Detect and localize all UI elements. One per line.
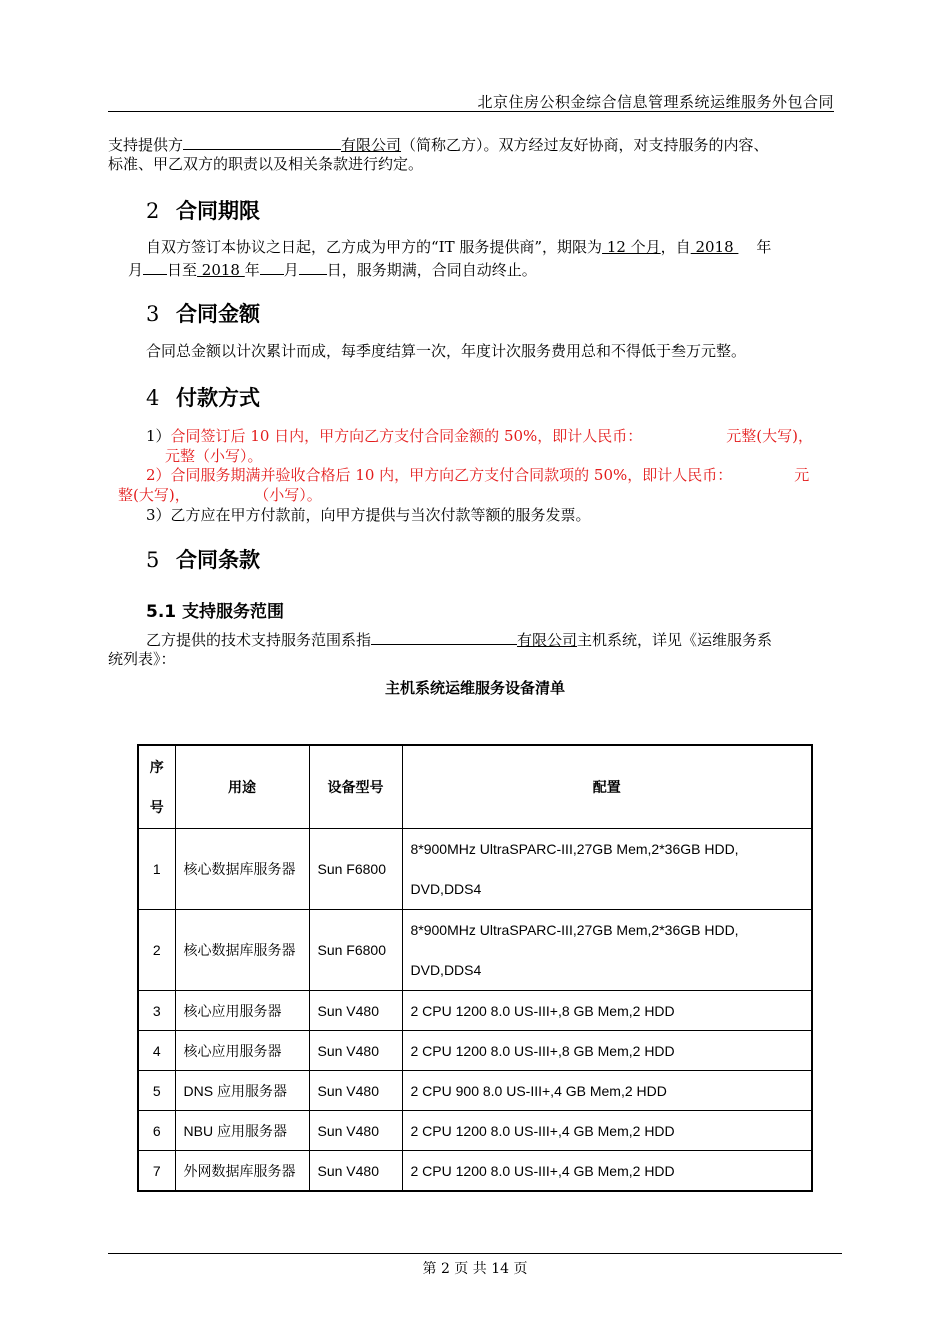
page-number: 第 2 页 共 14 页	[422, 1261, 528, 1277]
term-line1: 自双方签订本协议之日起，乙方成为甲方的“IT 服务提供商”，期限为 12 个月，自 2018 年	[146, 238, 772, 256]
term-year-end: 2018	[197, 261, 245, 279]
header-model: 设备型号	[309, 745, 402, 829]
company-blank	[183, 133, 341, 150]
table-header-row	[138, 745, 812, 829]
table-row: 1 核心数据库服务器 Sun F6800 8*900MHz UltraSPARC-III,27GB Mem,2*36GB HDD, DVD,DDS4	[138, 829, 812, 910]
page-header-title: 北京住房公积金综合信息管理系统运维服务外包合同	[477, 93, 834, 111]
header-rule	[108, 111, 834, 112]
section-title: 合同期限	[176, 199, 260, 223]
section-heading-3: 3 合同金额	[146, 302, 260, 326]
subsection-heading-5-1: 5.1 支持服务范围	[146, 602, 285, 622]
payment-item-1: 1）合同签订后 10 日内，甲方向乙方支付合同金额的 50%，即计人民币： 元整(大写)，	[146, 427, 813, 445]
payment-item-3: 3）乙方应在甲方付款前，向甲方提供与当次付款等额的服务发票。	[146, 506, 591, 524]
section-heading-4: 4 付款方式	[146, 386, 260, 410]
term-year-start: 2018	[690, 238, 739, 256]
section-heading-5: 5 合同条款	[146, 548, 260, 572]
intro-paragraph	[108, 133, 769, 156]
company-suffix: 有限公司	[341, 136, 402, 154]
table-caption: 主机系统运维服务设备清单	[384, 679, 565, 697]
table-row: 4 核心应用服务器 Sun V480 2 CPU 1200 8.0 US-III+,8 GB Mem,2 HDD	[138, 1031, 812, 1071]
header-config: 配置	[402, 745, 812, 829]
scope-paragraph: 乙方提供的技术支持服务范围系指 有限公司主机系统，详见《运维服务系	[146, 628, 772, 651]
table-row: 3 核心应用服务器 Sun V480 2 CPU 1200 8.0 US-III+,8 GB Mem,2 HDD	[138, 991, 812, 1031]
section-heading-2	[146, 195, 260, 225]
table-row: 5 DNS 应用服务器 Sun V480 2 CPU 900 8.0 US-III+,4 GB Mem,2 HDD	[138, 1071, 812, 1111]
intro-line2: 标准、甲乙双方的职责以及相关条款进行约定。	[108, 155, 424, 173]
footer-rule	[108, 1253, 842, 1254]
table-row: 2 核心数据库服务器 Sun F6800 8*900MHz UltraSPARC-III,27GB Mem,2*36GB HDD, DVD,DDS4	[138, 910, 812, 991]
equipment-table	[137, 744, 813, 1192]
table-row: 7 外网数据库服务器 Sun V480 2 CPU 1200 8.0 US-III+,4 GB Mem,2 HDD	[138, 1151, 812, 1192]
intro-prefix: 支持提供方	[108, 136, 184, 154]
table-row: 6 NBU 应用服务器 Sun V480 2 CPU 1200 8.0 US-III+,4 GB Mem,2 HDD	[138, 1111, 812, 1151]
intro-rest: （简称乙方）。双方经过友好协商，对支持服务的内容、	[401, 136, 769, 154]
payment-item-1-line2: 元整（小写）。	[165, 447, 263, 465]
term-period: 12 个月	[602, 238, 661, 256]
scope-line2: 统列表》：	[108, 650, 176, 668]
header-seq: 序 号	[138, 745, 175, 829]
term-line2: 月 日至 2018 年 月 日，服务期满，合同自动终止。	[128, 258, 537, 281]
section-number: 2	[146, 199, 160, 223]
amount-paragraph: 合同总金额以计次累计而成，每季度结算一次，年度计次服务费用总和不得低于叁万元整。	[146, 342, 747, 360]
payment-item-2: 2）合同服务期满并验收合格后 10 内，甲方向乙方支付合同款项的 50%，即计人民币： 元	[146, 466, 810, 484]
header-use: 用途	[175, 745, 309, 829]
payment-item-2-line2: 整(大写)， （小写）。	[118, 486, 322, 504]
